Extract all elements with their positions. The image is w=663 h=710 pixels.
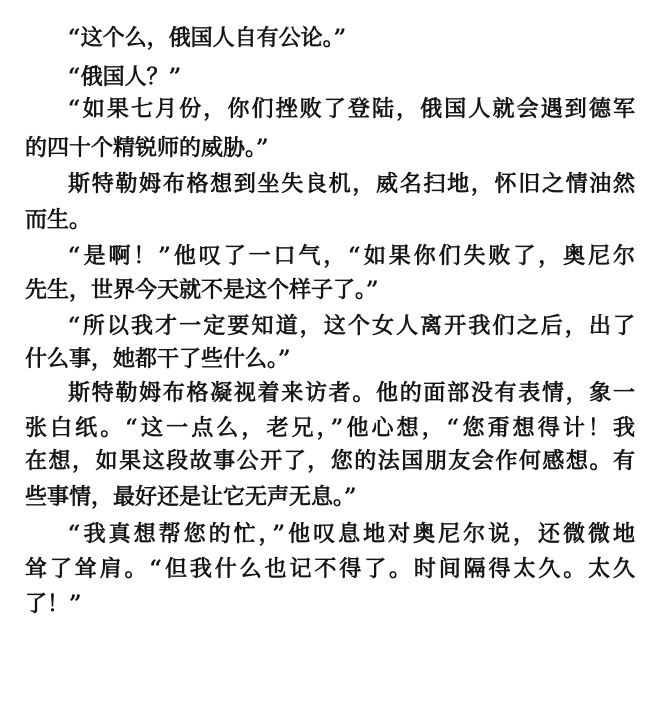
text-line: 耸了耸肩。“但我什么也记不得了。时间隔得太久。太久: [25, 556, 635, 582]
text-line: 先生，世界今天就不是这个样子了。”: [25, 277, 379, 303]
text-line: 了！”: [25, 591, 82, 617]
text-line: “是啊！”他叹了一口气，“如果你们失败了，奥尼尔: [68, 243, 635, 269]
text-line: 什么事，她都干了些什么。”: [25, 346, 291, 372]
text-line: “俄国人？”: [68, 64, 182, 90]
text-line: “我真想帮您的忙，”他叹息地对奥尼尔说，还微微地: [68, 521, 635, 547]
text-line: 而生。: [25, 207, 92, 233]
text-line: 张白纸。“这一点么，老兄，”他心想，“您甭想得计！我: [25, 415, 635, 441]
text-line: “所以我才一定要知道，这个女人离开我们之后，出了: [68, 313, 635, 339]
text-line: “如果七月份，你们挫败了登陆，俄国人就会遇到德军: [68, 96, 635, 122]
text-line: 在想，如果这段故事公开了，您的法国朋友会作何感想。有: [25, 448, 635, 474]
text-line: “这个么，俄国人自有公论。”: [68, 25, 347, 51]
text-line: 的四十个精锐师的威胁。”: [25, 135, 269, 161]
text-line: 斯特勒姆布格想到坐失良机，威名扫地，怀旧之情油然: [68, 171, 635, 197]
text-line: 些事情，最好还是让它无声无息。”: [25, 484, 357, 510]
text-line: 斯特勒姆布格凝视着来访者。他的面部没有表情，象一: [68, 380, 635, 406]
